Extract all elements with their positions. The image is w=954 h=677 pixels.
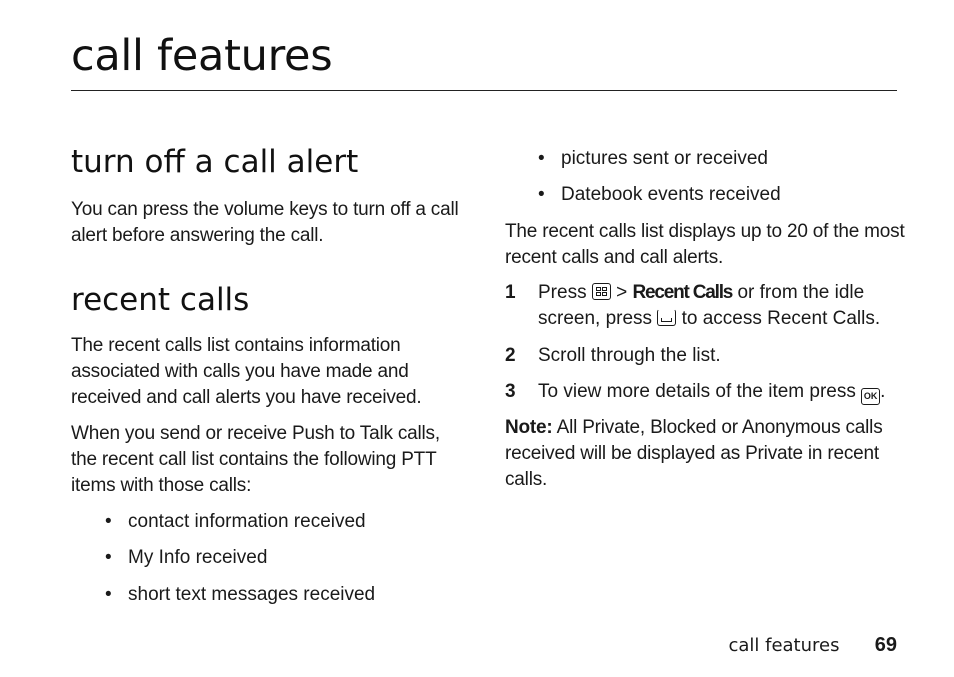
right-column	[505, 140, 905, 493]
recent-calls-paragraph-1: The recent calls list contains information associated with calls you have made and received and call alerts you have received.	[71, 335, 422, 408]
recent-calls-limit-paragraph: The recent calls list displays up to 20 of the most recent calls and call alerts.	[505, 221, 905, 268]
steps-list	[505, 280, 905, 405]
step-3	[505, 379, 905, 405]
note-text: All Private, Blocked or Anonymous calls received will be displayed as Private in recent calls.	[505, 417, 883, 490]
list-item: • contact information received	[105, 509, 466, 535]
page-title: call features	[71, 31, 333, 81]
step-text: To view more details of the item press	[538, 381, 856, 402]
ok-key-icon: OK	[861, 388, 880, 405]
list-item: • pictures sent or received	[538, 146, 905, 172]
footer-title: call features	[728, 635, 840, 656]
section-body-turn-off-call-alert: You can press the volume keys to turn off a call alert before answering the call.	[71, 199, 459, 246]
send-key-icon	[657, 309, 676, 326]
step-text: to access Recent Calls.	[681, 308, 881, 329]
note-paragraph	[505, 415, 905, 493]
menu-item-recent-calls: Recent Calls	[632, 282, 733, 303]
step-number: 1	[505, 282, 516, 303]
list-item: • My Info received	[105, 545, 466, 571]
step-text: or from the idle screen, press	[538, 282, 865, 329]
step-text: Scroll through the list.	[538, 345, 721, 366]
section-heading-turn-off-call-alert: turn off a call alert	[71, 144, 359, 180]
list-item: • short text messages received	[105, 582, 466, 608]
step-end: .	[880, 381, 886, 402]
ptt-items-list-continued	[538, 146, 905, 208]
section-heading-recent-calls: recent calls	[71, 282, 250, 318]
title-divider	[71, 90, 897, 91]
page-footer	[728, 634, 897, 657]
ptt-items-list	[105, 509, 466, 608]
note-label: Note:	[505, 417, 553, 438]
step-1	[505, 280, 905, 332]
step-separator: >	[616, 282, 628, 303]
step-text: Press	[538, 282, 587, 303]
left-column	[71, 140, 466, 608]
step-number: 3	[505, 381, 516, 402]
menu-key-icon	[592, 283, 611, 300]
page-number: 69	[874, 634, 897, 656]
list-item: • Datebook events received	[538, 182, 905, 208]
recent-calls-paragraph-2: When you send or receive Push to Talk calls, the recent call list contains the following PTT items with those calls:	[71, 423, 440, 496]
step-number: 2	[505, 345, 516, 366]
step-2	[505, 343, 905, 369]
